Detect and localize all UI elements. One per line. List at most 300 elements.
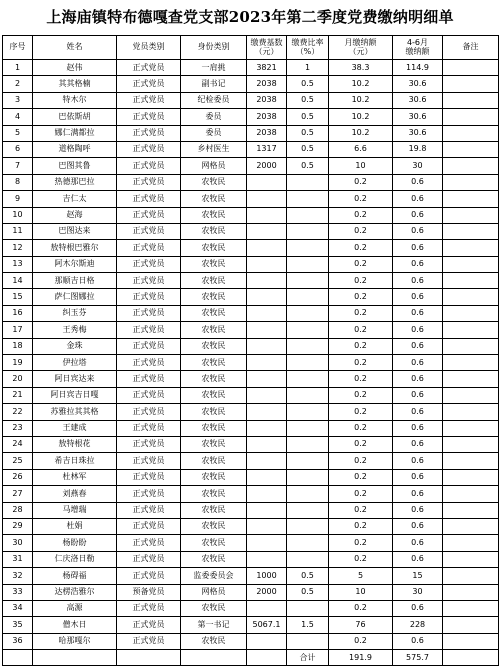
row-seq: 12 <box>3 240 33 256</box>
row-base <box>247 240 287 256</box>
row-quarter: 114.9 <box>393 60 443 76</box>
row-seq: 24 <box>3 436 33 452</box>
row-identity: 网格员 <box>181 584 247 600</box>
row-remark <box>443 453 499 469</box>
row-name: 哈那嘎尔 <box>33 633 117 649</box>
row-ratio: 0.5 <box>287 568 329 584</box>
row-member-type: 正式党员 <box>117 60 181 76</box>
row-ratio <box>287 371 329 387</box>
row-quarter: 0.6 <box>393 551 443 567</box>
row-monthly: 0.2 <box>329 518 393 534</box>
row-quarter: 0.6 <box>393 387 443 403</box>
table-row <box>3 240 499 256</box>
row-monthly: 0.2 <box>329 453 393 469</box>
row-name: 刘燕春 <box>33 486 117 502</box>
row-quarter: 30.6 <box>393 125 443 141</box>
row-member-type: 正式党员 <box>117 109 181 125</box>
col-header-base-line2: （元） <box>254 46 279 56</box>
table-row <box>3 469 499 485</box>
table-row <box>3 158 499 174</box>
row-member-type: 正式党员 <box>117 338 181 354</box>
row-seq: 15 <box>3 289 33 305</box>
col-header-monthly-line1: 月缴纳额 <box>344 38 377 48</box>
row-remark <box>443 518 499 534</box>
row-quarter: 0.6 <box>393 355 443 371</box>
row-remark <box>443 436 499 452</box>
row-member-type: 正式党员 <box>117 436 181 452</box>
row-remark <box>443 305 499 321</box>
row-quarter: 0.6 <box>393 174 443 190</box>
row-identity: 农牧民 <box>181 551 247 567</box>
total-base-cell <box>247 650 287 666</box>
row-remark <box>443 125 499 141</box>
col-header-ratio <box>287 36 329 60</box>
table-row <box>3 125 499 141</box>
row-seq: 21 <box>3 387 33 403</box>
row-member-type: 正式党员 <box>117 518 181 534</box>
row-seq: 11 <box>3 223 33 239</box>
table-row <box>3 404 499 420</box>
row-base: 3821 <box>247 60 287 76</box>
row-seq: 26 <box>3 469 33 485</box>
row-identity: 农牧民 <box>181 600 247 616</box>
row-identity: 农牧民 <box>181 502 247 518</box>
row-base: 2000 <box>247 584 287 600</box>
total-monthly: 191.9 <box>329 650 393 666</box>
row-ratio: 1 <box>287 60 329 76</box>
row-name: 敖特根巴雅尔 <box>33 240 117 256</box>
total-identity-cell <box>181 650 247 666</box>
row-name: 希吉日珠拉 <box>33 453 117 469</box>
row-quarter: 30 <box>393 584 443 600</box>
row-seq: 18 <box>3 338 33 354</box>
row-base <box>247 289 287 305</box>
row-member-type: 正式党员 <box>117 404 181 420</box>
total-remark-cell <box>443 650 499 666</box>
row-member-type: 正式党员 <box>117 420 181 436</box>
table-row <box>3 76 499 92</box>
row-seq: 10 <box>3 207 33 223</box>
row-name: 伊拉塔 <box>33 355 117 371</box>
row-name: 赵海 <box>33 207 117 223</box>
row-remark <box>443 240 499 256</box>
row-quarter: 0.6 <box>393 191 443 207</box>
row-quarter: 0.6 <box>393 633 443 649</box>
row-seq: 25 <box>3 453 33 469</box>
row-monthly: 0.2 <box>329 535 393 551</box>
row-ratio: 0.5 <box>287 92 329 108</box>
table-row <box>3 387 499 403</box>
row-ratio: 0.5 <box>287 141 329 157</box>
row-remark <box>443 535 499 551</box>
document-title: 上海庙镇特布德嘎查党支部2023年第二季度党费缴纳明细单 <box>46 8 454 26</box>
table-row <box>3 92 499 108</box>
col-header-ratio-line1: 缴费比率 <box>291 38 324 48</box>
row-monthly: 0.2 <box>329 322 393 338</box>
row-quarter: 19.8 <box>393 141 443 157</box>
row-name: 王秀梅 <box>33 322 117 338</box>
table-row <box>3 584 499 600</box>
table-row <box>3 486 499 502</box>
row-monthly: 0.2 <box>329 486 393 502</box>
row-base: 1000 <box>247 568 287 584</box>
row-name: 热德那巴拉 <box>33 174 117 190</box>
row-quarter: 228 <box>393 617 443 633</box>
row-remark <box>443 502 499 518</box>
row-identity: 纪检委员 <box>181 92 247 108</box>
row-monthly: 10 <box>329 584 393 600</box>
row-base <box>247 600 287 616</box>
row-monthly: 0.2 <box>329 305 393 321</box>
row-ratio <box>287 600 329 616</box>
row-identity: 农牧民 <box>181 322 247 338</box>
table-row <box>3 289 499 305</box>
row-member-type: 正式党员 <box>117 174 181 190</box>
row-base <box>247 305 287 321</box>
row-base <box>247 371 287 387</box>
row-remark <box>443 141 499 157</box>
table-row <box>3 355 499 371</box>
row-base <box>247 355 287 371</box>
row-seq: 19 <box>3 355 33 371</box>
total-name-cell <box>33 650 117 666</box>
row-seq: 9 <box>3 191 33 207</box>
row-name: 杜林军 <box>33 469 117 485</box>
col-header-ratio-line2: （%） <box>295 46 320 56</box>
row-monthly: 0.2 <box>329 256 393 272</box>
table-row <box>3 60 499 76</box>
row-ratio <box>287 256 329 272</box>
row-quarter: 0.6 <box>393 256 443 272</box>
row-remark <box>443 338 499 354</box>
row-member-type: 正式党员 <box>117 387 181 403</box>
table-row <box>3 633 499 649</box>
row-member-type: 正式党员 <box>117 371 181 387</box>
row-identity: 农牧民 <box>181 486 247 502</box>
table-row <box>3 535 499 551</box>
row-member-type: 正式党员 <box>117 617 181 633</box>
row-remark <box>443 191 499 207</box>
row-identity: 农牧民 <box>181 305 247 321</box>
row-member-type: 正式党员 <box>117 502 181 518</box>
row-seq: 4 <box>3 109 33 125</box>
row-remark <box>443 223 499 239</box>
row-base <box>247 273 287 289</box>
row-ratio <box>287 338 329 354</box>
row-monthly: 0.2 <box>329 223 393 239</box>
row-name: 高源 <box>33 600 117 616</box>
col-header-quarter-line1: 4-6月 <box>406 38 429 48</box>
row-identity: 农牧民 <box>181 469 247 485</box>
row-name: 巴图达来 <box>33 223 117 239</box>
row-monthly: 0.2 <box>329 207 393 223</box>
row-monthly: 38.3 <box>329 60 393 76</box>
row-monthly: 0.2 <box>329 371 393 387</box>
row-ratio <box>287 289 329 305</box>
table-row <box>3 207 499 223</box>
row-seq: 32 <box>3 568 33 584</box>
row-identity: 农牧民 <box>181 535 247 551</box>
row-base: 2000 <box>247 158 287 174</box>
row-ratio: 0.5 <box>287 76 329 92</box>
row-ratio <box>287 322 329 338</box>
row-name: 娜仁满都拉 <box>33 125 117 141</box>
row-member-type: 预备党员 <box>117 584 181 600</box>
row-member-type: 正式党员 <box>117 355 181 371</box>
row-base <box>247 191 287 207</box>
row-identity: 农牧民 <box>181 404 247 420</box>
row-name: 特木尔 <box>33 92 117 108</box>
row-seq: 34 <box>3 600 33 616</box>
row-member-type: 正式党员 <box>117 141 181 157</box>
row-seq: 5 <box>3 125 33 141</box>
row-ratio <box>287 404 329 420</box>
row-seq: 31 <box>3 551 33 567</box>
row-name: 苏雅拉其其格 <box>33 404 117 420</box>
row-quarter: 0.6 <box>393 207 443 223</box>
row-quarter: 0.6 <box>393 600 443 616</box>
row-identity: 监委委员会 <box>181 568 247 584</box>
row-name: 阿日宾达来 <box>33 371 117 387</box>
row-name: 阿日宾吉日嘎 <box>33 387 117 403</box>
table-row <box>3 174 499 190</box>
row-quarter: 30.6 <box>393 109 443 125</box>
row-quarter: 0.6 <box>393 453 443 469</box>
row-member-type: 正式党员 <box>117 273 181 289</box>
row-remark <box>443 355 499 371</box>
row-quarter: 0.6 <box>393 420 443 436</box>
row-remark <box>443 600 499 616</box>
row-base <box>247 322 287 338</box>
row-base <box>247 502 287 518</box>
row-ratio <box>287 486 329 502</box>
row-monthly: 10.2 <box>329 76 393 92</box>
row-base: 2038 <box>247 92 287 108</box>
row-ratio: 0.5 <box>287 584 329 600</box>
row-seq: 27 <box>3 486 33 502</box>
row-base: 5067.1 <box>247 617 287 633</box>
row-name: 其其格楠 <box>33 76 117 92</box>
table-row <box>3 141 499 157</box>
row-name: 那顺吉日格 <box>33 273 117 289</box>
row-remark <box>443 60 499 76</box>
row-base <box>247 420 287 436</box>
row-remark <box>443 109 499 125</box>
table-row <box>3 191 499 207</box>
col-header-quarter <box>393 36 443 60</box>
row-quarter: 30 <box>393 158 443 174</box>
row-monthly: 0.2 <box>329 289 393 305</box>
row-monthly: 0.2 <box>329 191 393 207</box>
dues-table <box>2 35 499 666</box>
row-seq: 23 <box>3 420 33 436</box>
row-member-type: 正式党员 <box>117 322 181 338</box>
row-identity: 农牧民 <box>181 355 247 371</box>
row-member-type: 正式党员 <box>117 453 181 469</box>
row-quarter: 0.6 <box>393 535 443 551</box>
row-name: 赵伟 <box>33 60 117 76</box>
row-identity: 农牧民 <box>181 174 247 190</box>
table-header-row <box>3 36 499 60</box>
row-ratio <box>287 420 329 436</box>
row-monthly: 0.2 <box>329 240 393 256</box>
row-identity: 农牧民 <box>181 387 247 403</box>
table-row <box>3 568 499 584</box>
col-header-seq: 序号 <box>3 36 33 60</box>
row-monthly: 0.2 <box>329 551 393 567</box>
row-remark <box>443 617 499 633</box>
row-member-type: 正式党员 <box>117 551 181 567</box>
row-monthly: 76 <box>329 617 393 633</box>
row-base <box>247 436 287 452</box>
row-quarter: 0.6 <box>393 436 443 452</box>
row-ratio <box>287 191 329 207</box>
row-monthly: 0.2 <box>329 404 393 420</box>
row-seq: 33 <box>3 584 33 600</box>
row-quarter: 30.6 <box>393 92 443 108</box>
row-member-type: 正式党员 <box>117 76 181 92</box>
table-body <box>3 60 499 650</box>
table-row <box>3 551 499 567</box>
row-base: 2038 <box>247 109 287 125</box>
row-remark <box>443 633 499 649</box>
row-identity: 委员 <box>181 125 247 141</box>
row-monthly: 0.2 <box>329 436 393 452</box>
row-remark <box>443 371 499 387</box>
row-identity: 第一书记 <box>181 617 247 633</box>
row-remark <box>443 486 499 502</box>
table-row <box>3 502 499 518</box>
row-remark <box>443 568 499 584</box>
row-name: 杨碍福 <box>33 568 117 584</box>
row-seq: 16 <box>3 305 33 321</box>
row-name: 敖特根花 <box>33 436 117 452</box>
row-remark <box>443 551 499 567</box>
row-identity: 农牧民 <box>181 436 247 452</box>
col-header-name: 姓名 <box>33 36 117 60</box>
table-row <box>3 322 499 338</box>
row-base <box>247 338 287 354</box>
row-seq: 35 <box>3 617 33 633</box>
row-quarter: 15 <box>393 568 443 584</box>
row-base: 2038 <box>247 76 287 92</box>
row-seq: 3 <box>3 92 33 108</box>
row-name: 仁庆洛日勒 <box>33 551 117 567</box>
row-ratio: 0.5 <box>287 109 329 125</box>
col-header-monthly <box>329 36 393 60</box>
row-seq: 20 <box>3 371 33 387</box>
row-seq: 14 <box>3 273 33 289</box>
row-seq: 28 <box>3 502 33 518</box>
row-member-type: 正式党员 <box>117 158 181 174</box>
row-ratio <box>287 453 329 469</box>
row-base <box>247 387 287 403</box>
row-base <box>247 486 287 502</box>
row-identity: 网格员 <box>181 158 247 174</box>
row-identity: 农牧民 <box>181 289 247 305</box>
row-base <box>247 207 287 223</box>
row-ratio: 1.5 <box>287 617 329 633</box>
row-member-type: 正式党员 <box>117 207 181 223</box>
row-seq: 13 <box>3 256 33 272</box>
row-name: 杜娟 <box>33 518 117 534</box>
row-identity: 农牧民 <box>181 273 247 289</box>
col-header-base-line1: 缴费基数 <box>250 38 283 48</box>
total-row <box>3 650 499 666</box>
row-monthly: 10.2 <box>329 125 393 141</box>
row-identity: 委员 <box>181 109 247 125</box>
row-quarter: 0.6 <box>393 371 443 387</box>
row-seq: 7 <box>3 158 33 174</box>
row-monthly: 0.2 <box>329 600 393 616</box>
row-name: 纠玉芬 <box>33 305 117 321</box>
row-seq: 17 <box>3 322 33 338</box>
row-name: 僧木日 <box>33 617 117 633</box>
row-ratio: 0.5 <box>287 158 329 174</box>
row-quarter: 0.6 <box>393 240 443 256</box>
row-name: 萨仁图娜拉 <box>33 289 117 305</box>
row-quarter: 0.6 <box>393 518 443 534</box>
table-row <box>3 256 499 272</box>
row-remark <box>443 322 499 338</box>
row-name: 杨盼盼 <box>33 535 117 551</box>
row-member-type: 正式党员 <box>117 223 181 239</box>
row-monthly: 0.2 <box>329 633 393 649</box>
row-member-type: 正式党员 <box>117 240 181 256</box>
row-remark <box>443 158 499 174</box>
row-ratio: 0.5 <box>287 125 329 141</box>
total-type-cell <box>117 650 181 666</box>
row-quarter: 0.6 <box>393 305 443 321</box>
col-header-identity: 身份类别 <box>181 36 247 60</box>
row-identity: 农牧民 <box>181 223 247 239</box>
table-row <box>3 600 499 616</box>
row-monthly: 0.2 <box>329 469 393 485</box>
row-identity: 农牧民 <box>181 207 247 223</box>
row-monthly: 0.2 <box>329 338 393 354</box>
row-remark <box>443 469 499 485</box>
row-ratio <box>287 436 329 452</box>
row-monthly: 6.6 <box>329 141 393 157</box>
row-member-type: 正式党员 <box>117 125 181 141</box>
row-monthly: 5 <box>329 568 393 584</box>
row-base <box>247 174 287 190</box>
row-remark <box>443 387 499 403</box>
row-quarter: 0.6 <box>393 502 443 518</box>
row-member-type: 正式党员 <box>117 633 181 649</box>
row-quarter: 30.6 <box>393 76 443 92</box>
row-ratio <box>287 502 329 518</box>
row-identity: 一肩挑 <box>181 60 247 76</box>
row-name: 道格陶呼 <box>33 141 117 157</box>
row-name: 马增瑞 <box>33 502 117 518</box>
total-seq-cell <box>3 650 33 666</box>
row-seq: 6 <box>3 141 33 157</box>
row-remark <box>443 174 499 190</box>
col-header-monthly-line2: （元） <box>348 46 373 56</box>
table-row <box>3 223 499 239</box>
row-monthly: 0.2 <box>329 420 393 436</box>
row-identity: 农牧民 <box>181 371 247 387</box>
row-member-type: 正式党员 <box>117 92 181 108</box>
row-member-type: 正式党员 <box>117 305 181 321</box>
row-monthly: 0.2 <box>329 174 393 190</box>
row-seq: 2 <box>3 76 33 92</box>
row-seq: 8 <box>3 174 33 190</box>
row-identity: 农牧民 <box>181 240 247 256</box>
row-base <box>247 469 287 485</box>
col-header-remark: 备注 <box>443 36 499 60</box>
